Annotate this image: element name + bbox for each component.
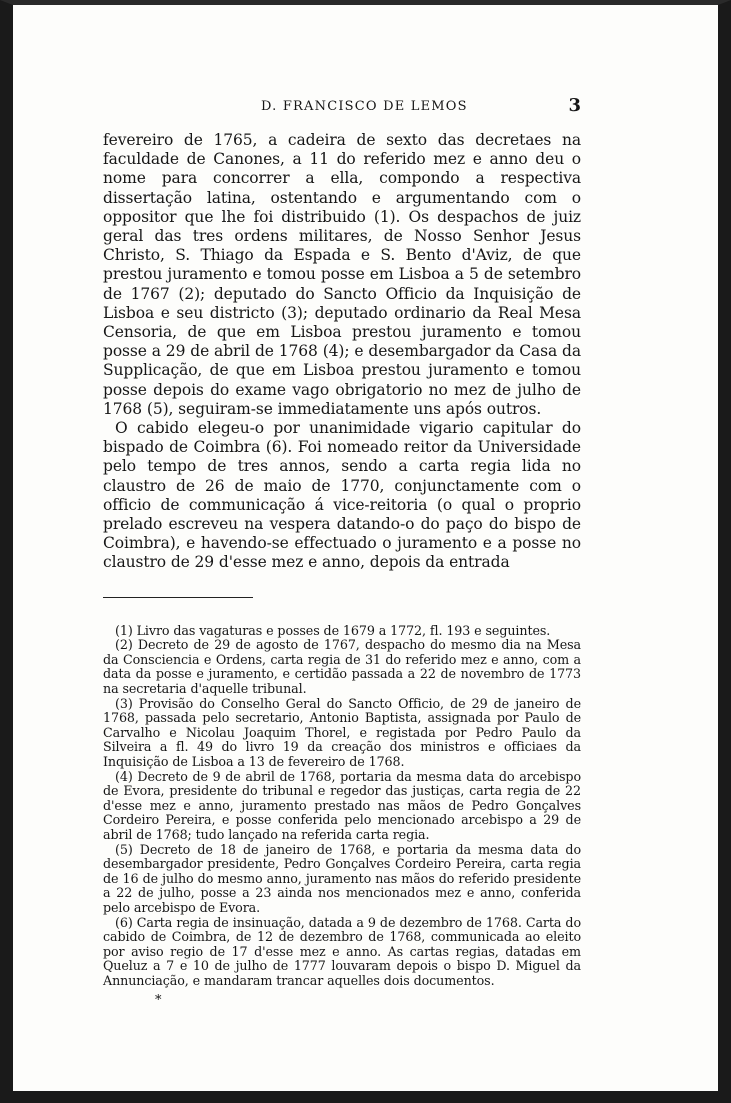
footnote-3: (3) Provisão do Conselho Geral do Sancto Officio, de 29 de janeiro de 1768, passada pelo secretario, Antonio Baptista, assignada por Paulo de Carvalho e Nicolau Joaquim Thorel, e registada por Pedro Paulo da Silveira a fl. 49 do livro 19 da creação dos ministros e officiaes da Inquisição de Lisboa a 13 de fevereiro de 1768. (103, 695, 581, 770)
signature-mark: * (155, 992, 162, 1008)
book-page (103, 95, 581, 1008)
footnote-1: (1) Livro das vagaturas e posses de 1679 a 1772, fl. 193 e seguintes. (115, 622, 551, 638)
running-head: D. FRANCISCO DE LEMOS (261, 99, 468, 114)
footnote-2: (2) Decreto de 29 de agosto de 1767, despacho do mesmo dia na Mesa da Consciencia e Ordens, carta regia de 31 do referido mez e anno, com a data da posse e juramento, e certidão passada a 22 de novembro de 1773 na secretaria d'aquelle tribunal. (103, 637, 581, 697)
body-paragraph: O cabido elegeu-o por unanimidade vigario capitular do bispado de Coimbra (6). Foi nomeado reitor da Universidade pelo tempo de tres annos, sendo a carta regia lida no claustro de 26 de maio de 1770, conjunctamente com o officio de communicação á vice-reitoria (o qual o proprio prelado escreveu na vespera datando-o do paço do bispo de Coimbra), e havendo-se effectuado o juramento e a posse no claustro de 29 d'esse mez e anno, depois da entrada (103, 419, 581, 572)
footnote-6: (6) Carta regia de insinuação, datada a 9 de dezembro de 1768. Carta do cabido de Coimbra, de 12 de dezembro de 1768, communicada ao eleito por aviso regio de 17 d'esse mez e anno. As cartas regias, datadas em Queluz a 7 e 10 de julho de 1777 louvaram depois o bispo D. Miguel da Annunciação, e mandaram trancar aquelles dois documentos. (103, 914, 581, 988)
body-paragraph: fevereiro de 1765, a cadeira de sexto das decretaes na faculdade de Canones, a 11 do referido mez e anno deu o nome para concorrer a ella, compondo a respectiva dissertação latina, ostentando e argumentando com o oppositor que lhe foi distribuido (1). Os despachos de juiz geral das tres ordens militares, de Nosso Senhor Jesus Christo, S. Thiago da Espada e S. Bento d'Aviz, de que prestou juramento e tomou posse em Lisboa a 5 de setembro de 1767 (2); deputado do Sancto Officio da Inquisição de Lisboa e seu districto (3); deputado ordinario da Real Mesa Censoria, de que em Lisboa prestou juramento e tomou posse a 29 de abril de 1768 (4); e desembargador da Casa da Supplicação, de que em Lisboa prestou juramento e tomou posse depois do exame vago obrigatorio no mez de julho de 1768 (5), seguiram-se immediatamente uns após outros. (103, 131, 581, 418)
footnote-separator (103, 597, 253, 598)
footnotes (103, 624, 581, 989)
footnote-5: (5) Decreto de 18 de janeiro de 1768, e portaria da mesma data do desembargador presidente, Pedro Gonçalves Cordeiro Pereira, carta regia de 16 de julho do mesmo anno, juramento nas mãos do referido presidente a 22 de julho, posse a 23 ainda nos mencionados mez e anno, conferida pelo arcebispo de Evora. (103, 841, 581, 915)
page-number: 3 (568, 95, 581, 116)
body-text (103, 131, 581, 573)
footnote-4: (4) Decreto de 9 de abril de 1768, portaria da mesma data do arcebispo de Evora, presidente do tribunal e regedor das justiças, carta regia de 22 d'esse mez e anno, juramento prestado nas mãos de Pedro Gonçalves Cordeiro Pereira, e posse conferida pelo mencionado arcebispo a 29 de abril de 1768; tudo lançado na referida carta regia. (103, 768, 581, 842)
page-header (103, 95, 581, 121)
